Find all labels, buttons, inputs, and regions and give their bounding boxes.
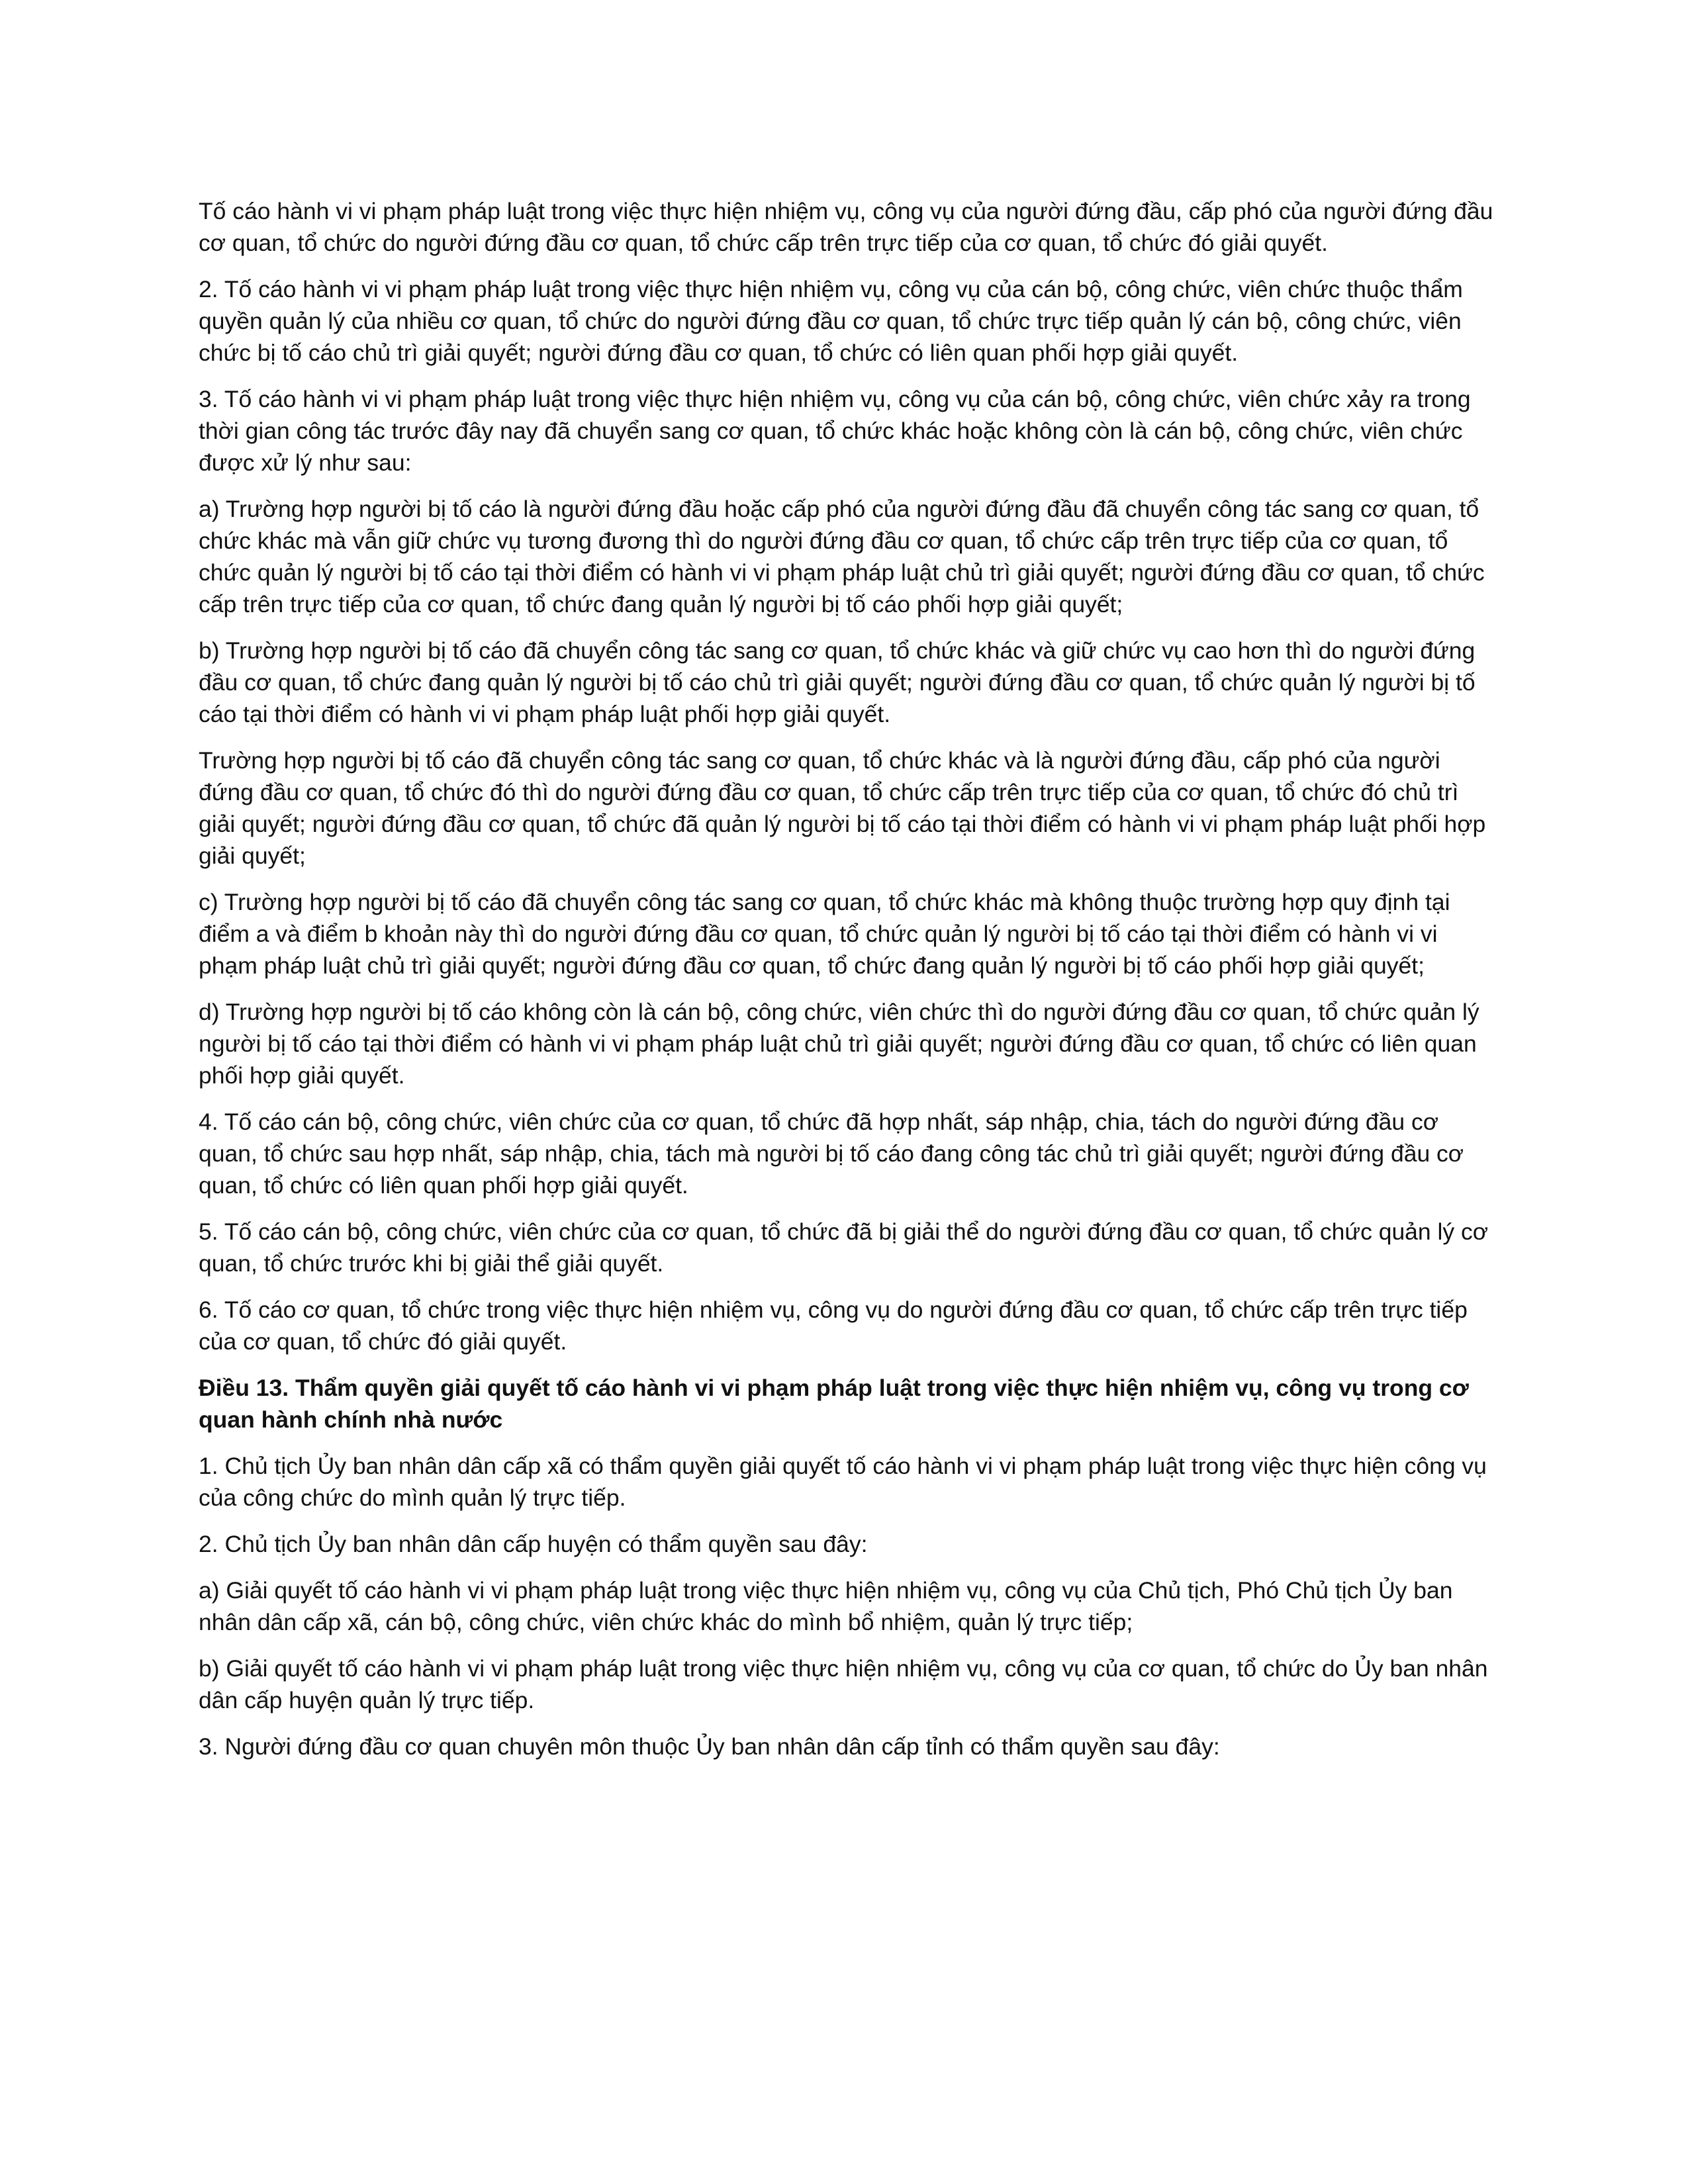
paragraph-clause-3: 3. Tố cáo hành vi vi phạm pháp luật trong việc thực hiện nhiệm vụ, công vụ của cán bộ, công chức, viên chức xảy ra trong thời gian công tác trước đây nay đã chuyển sang cơ quan, tổ chức khác hoặc không còn là cán bộ, công chức, viên chức được xử lý như sau: (199, 386, 1471, 476)
article-13-heading: Điều 13. Thẩm quyền giải quyết tố cáo hành vi vi phạm pháp luật trong việc thực hiện nhiệm vụ, công vụ trong cơ quan hành chính nhà nước (199, 1375, 1469, 1433)
paragraph-clause-2: 2. Tố cáo hành vi vi phạm pháp luật trong việc thực hiện nhiệm vụ, công vụ của cán bộ, công chức, viên chức thuộc thẩm quyền quản lý của nhiều cơ quan, tổ chức do người đứng đầu cơ quan, tổ chức trực tiếp quản lý cán bộ, công chức, viên chức bị tố cáo chủ trì giải quyết; người đứng đầu cơ quan, tổ chức có liên quan phối hợp giải quyết. (199, 276, 1463, 366)
paragraph-clause-3d: d) Trường hợp người bị tố cáo không còn là cán bộ, công chức, viên chức thì do người đứng đầu cơ quan, tổ chức quản lý người bị tố cáo tại thời điểm có hành vi vi phạm pháp luật chủ trì giải quyết; người đứng đầu cơ quan, tổ chức có liên quan phối hợp giải quyết. (199, 999, 1479, 1089)
paragraph-clause-3b-case: Trường hợp người bị tố cáo đã chuyển công tác sang cơ quan, tổ chức khác và là người đứng đầu, cấp phó của người đứng đầu cơ quan, tổ chức đó thì do người đứng đầu cơ quan, tổ chức cấp trên trực tiếp của cơ quan, tổ chức đó chủ trì giải quyết; người đứng đầu cơ quan, tổ chức đã quản lý người bị tố cáo tại thời điểm có hành vi vi phạm pháp luật phối hợp giải quyết; (199, 747, 1486, 869)
paragraph-article-13-clause-3: 3. Người đứng đầu cơ quan chuyên môn thuộc Ủy ban nhân dân cấp tỉnh có thẩm quyền sau đây: (199, 1733, 1220, 1760)
paragraph-article-13-clause-2: 2. Chủ tịch Ủy ban nhân dân cấp huyện có thẩm quyền sau đây: (199, 1531, 868, 1557)
paragraph-intro: Tố cáo hành vi vi phạm pháp luật trong việc thực hiện nhiệm vụ, công vụ của người đứng đầu, cấp phó của người đứng đầu cơ quan, tổ chức do người đứng đầu cơ quan, tổ chức cấp trên trực tiếp của cơ quan, tổ chức đó giải quyết. (199, 198, 1493, 256)
paragraph-article-13-clause-2a: a) Giải quyết tố cáo hành vi vi phạm pháp luật trong việc thực hiện nhiệm vụ, công vụ của Chủ tịch, Phó Chủ tịch Ủy ban nhân dân cấp xã, cán bộ, công chức, viên chức khác do mình bổ nhiệm, quản lý trực tiếp; (199, 1577, 1453, 1635)
paragraph-article-13-clause-1: 1. Chủ tịch Ủy ban nhân dân cấp xã có thẩm quyền giải quyết tố cáo hành vi vi phạm pháp luật trong việc thực hiện công vụ của công chức do mình quản lý trực tiếp. (199, 1453, 1487, 1511)
paragraph-clause-3a: a) Trường hợp người bị tố cáo là người đứng đầu hoặc cấp phó của người đứng đầu đã chuyển công tác sang cơ quan, tổ chức khác mà vẫn giữ chức vụ tương đương thì do người đứng đầu cơ quan, tổ chức cấp trên trực tiếp của cơ quan, tổ chức quản lý người bị tố cáo tại thời điểm có hành vi vi phạm pháp luật chủ trì giải quyết; người đứng đầu cơ quan, tổ chức cấp trên trực tiếp của cơ quan, tổ chức đang quản lý người bị tố cáo phối hợp giải quyết; (199, 496, 1485, 617)
document-page (199, 195, 1496, 1777)
paragraph-clause-5: 5. Tố cáo cán bộ, công chức, viên chức của cơ quan, tổ chức đã bị giải thể do người đứng đầu cơ quan, tổ chức quản lý cơ quan, tổ chức trước khi bị giải thể giải quyết. (199, 1218, 1489, 1277)
paragraph-clause-6: 6. Tố cáo cơ quan, tổ chức trong việc thực hiện nhiệm vụ, công vụ do người đứng đầu cơ quan, tổ chức cấp trên trực tiếp của cơ quan, tổ chức đó giải quyết. (199, 1297, 1468, 1355)
paragraph-article-13-clause-2b: b) Giải quyết tố cáo hành vi vi phạm pháp luật trong việc thực hiện nhiệm vụ, công vụ của cơ quan, tổ chức do Ủy ban nhân dân cấp huyện quản lý trực tiếp. (199, 1655, 1488, 1713)
paragraph-clause-4: 4. Tố cáo cán bộ, công chức, viên chức của cơ quan, tổ chức đã hợp nhất, sáp nhập, chia, tách do người đứng đầu cơ quan, tổ chức sau hợp nhất, sáp nhập, chia, tách mà người bị tố cáo đang công tác chủ trì giải quyết; người đứng đầu cơ quan, tổ chức có liên quan phối hợp giải quyết. (199, 1109, 1464, 1199)
paragraph-clause-3b: b) Trường hợp người bị tố cáo đã chuyển công tác sang cơ quan, tổ chức khác và giữ chức vụ cao hơn thì do người đứng đầu cơ quan, tổ chức đang quản lý người bị tố cáo chủ trì giải quyết; người đứng đầu cơ quan, tổ chức quản lý người bị tố cáo tại thời điểm có hành vi vi phạm pháp luật phối hợp giải quyết. (199, 637, 1476, 727)
paragraph-clause-3c: c) Trường hợp người bị tố cáo đã chuyển công tác sang cơ quan, tổ chức khác mà không thuộc trường hợp quy định tại điểm a và điểm b khoản này thì do người đứng đầu cơ quan, tổ chức quản lý người bị tố cáo tại thời điểm có hành vi vi phạm pháp luật chủ trì giải quyết; người đứng đầu cơ quan, tổ chức đang quản lý người bị tố cáo phối hợp giải quyết; (199, 889, 1450, 979)
